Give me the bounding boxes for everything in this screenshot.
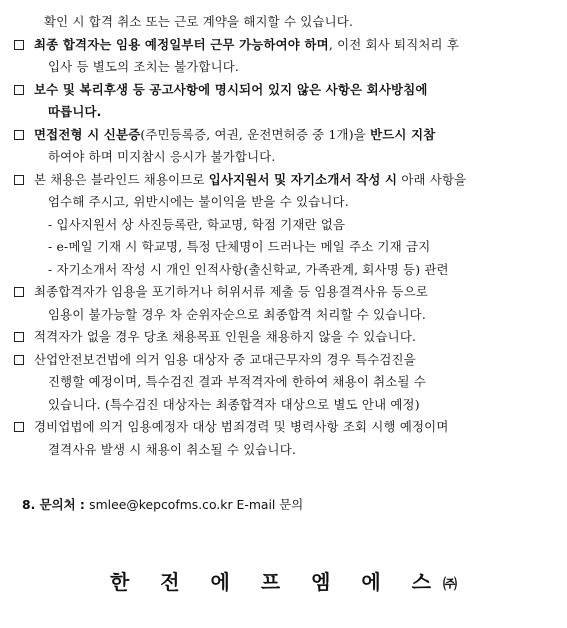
notice-continuation-line bbox=[48, 305, 426, 325]
notice-text: 적격자가 없을 경우 당초 채용목표 인원을 채용하지 않을 수 있습니다. bbox=[34, 329, 417, 344]
notice-text: 반드시 지참 bbox=[370, 126, 436, 142]
checkbox-square-icon bbox=[14, 130, 24, 140]
notice-text: 엄수해 주시고, 위반시에는 불이익을 받을 수 있습니다. bbox=[48, 194, 349, 209]
notice-continuation-line bbox=[48, 440, 296, 460]
notice-item bbox=[34, 170, 466, 190]
notice-text: 따릅니다. bbox=[48, 104, 102, 119]
checkbox-square-icon bbox=[14, 287, 24, 297]
contact-info bbox=[22, 495, 303, 515]
notice-continuation-line bbox=[48, 237, 430, 257]
notice-item bbox=[34, 80, 428, 100]
notice-continuation-line bbox=[48, 372, 426, 392]
notice-text: 경비업법에 의거 임용예정자 대상 범죄경력 및 병력사항 조회 시행 예정이며 bbox=[34, 419, 449, 434]
notice-text: - 입사지원서 상 사진등록란, 학교명, 학점 기재란 없음 bbox=[48, 216, 346, 232]
notice-text: 진행할 예정이며, 특수검진 결과 부적격자에 한하여 채용이 취소될 수 bbox=[48, 374, 426, 389]
notice-item bbox=[34, 125, 435, 145]
notice-continuation-line bbox=[48, 260, 449, 280]
notice-text: 있습니다. (특수검진 대상자는 최종합격자 대상으로 별도 안내 예정) bbox=[48, 396, 420, 412]
notice-text: 최종 합격자는 임용 예정일부터 근무 가능하여야 하며 bbox=[34, 36, 329, 52]
notice-continuation-line bbox=[48, 147, 276, 167]
notice-text: , 이전 회사 퇴직처리 후 bbox=[328, 36, 460, 52]
notice-text: 면접전형 시 신분증 bbox=[34, 126, 141, 142]
notice-item bbox=[34, 417, 449, 437]
notice-continuation-line bbox=[48, 192, 349, 212]
notice-continuation-line bbox=[48, 395, 420, 415]
notice-continuation-line bbox=[48, 215, 345, 235]
company-name bbox=[0, 566, 567, 595]
contact-email[interactable]: smlee@kepcofms.co.kr bbox=[89, 497, 233, 512]
notice-text: 확인 시 합격 취소 또는 근로 계약을 해지할 수 있습니다. bbox=[44, 14, 354, 29]
notice-text: 산업안전보건법에 의거 임용 대상자 중 교대근무자의 경우 특수검진을 bbox=[34, 351, 416, 367]
checkbox-square-icon bbox=[14, 355, 24, 365]
notice-item bbox=[34, 350, 416, 370]
company-name-text: 한 전 에 프 엠 에 스 bbox=[109, 570, 444, 594]
notice-continuation-line bbox=[48, 102, 102, 122]
notice-text: - e-메일 기재 시 학교명, 특정 단체명이 드러나는 메일 주소 기재 금지 bbox=[48, 239, 431, 254]
notice-text: 최종합격자가 임용을 포기하거나 허위서류 제출 등 임용결격사유 등으로 bbox=[34, 284, 429, 299]
notice-text: 보수 및 복리후생 등 공고사항에 명시되어 있지 않은 사항은 회사방침에 bbox=[34, 81, 428, 97]
checkbox-square-icon bbox=[14, 422, 24, 432]
contact-label: 8. 문의처 : bbox=[22, 497, 90, 512]
notice-text: 입사 등 별도의 조치는 불가합니다. bbox=[48, 59, 240, 74]
notice-continuation-line bbox=[44, 12, 353, 32]
notice-item bbox=[34, 327, 416, 347]
notice-item bbox=[34, 282, 428, 302]
notice-text: - 자기소개서 작성 시 개인 인적사항(출신학교, 가족관계, 회사명 등) 관련 bbox=[48, 261, 449, 277]
corp-mark: ㈜ bbox=[443, 577, 458, 593]
contact-suffix: E-mail 문의 bbox=[232, 497, 304, 512]
notice-continuation-line bbox=[48, 57, 239, 77]
notice-item bbox=[34, 35, 459, 55]
notice-text: 임용이 불가능할 경우 차 순위자순으로 최종합격 처리할 수 있습니다. bbox=[48, 306, 426, 322]
checkbox-square-icon bbox=[14, 40, 24, 50]
notice-text: 아래 사항을 bbox=[397, 171, 467, 187]
notice-text: 하여야 하며 미지참시 응시가 불가합니다. bbox=[48, 149, 276, 164]
notice-text: 본 채용은 블라인드 채용이므로 bbox=[34, 171, 209, 187]
notice-text: 입사지원서 및 자기소개서 작성 시 bbox=[208, 171, 398, 187]
notice-text: 결격사유 발생 시 채용이 취소될 수 있습니다. bbox=[48, 441, 297, 457]
checkbox-square-icon bbox=[14, 175, 24, 185]
checkbox-square-icon bbox=[14, 332, 24, 342]
checkbox-square-icon bbox=[14, 85, 24, 95]
notice-text: (주민등록증, 여권, 운전면허증 중 1개)을 bbox=[140, 126, 371, 142]
